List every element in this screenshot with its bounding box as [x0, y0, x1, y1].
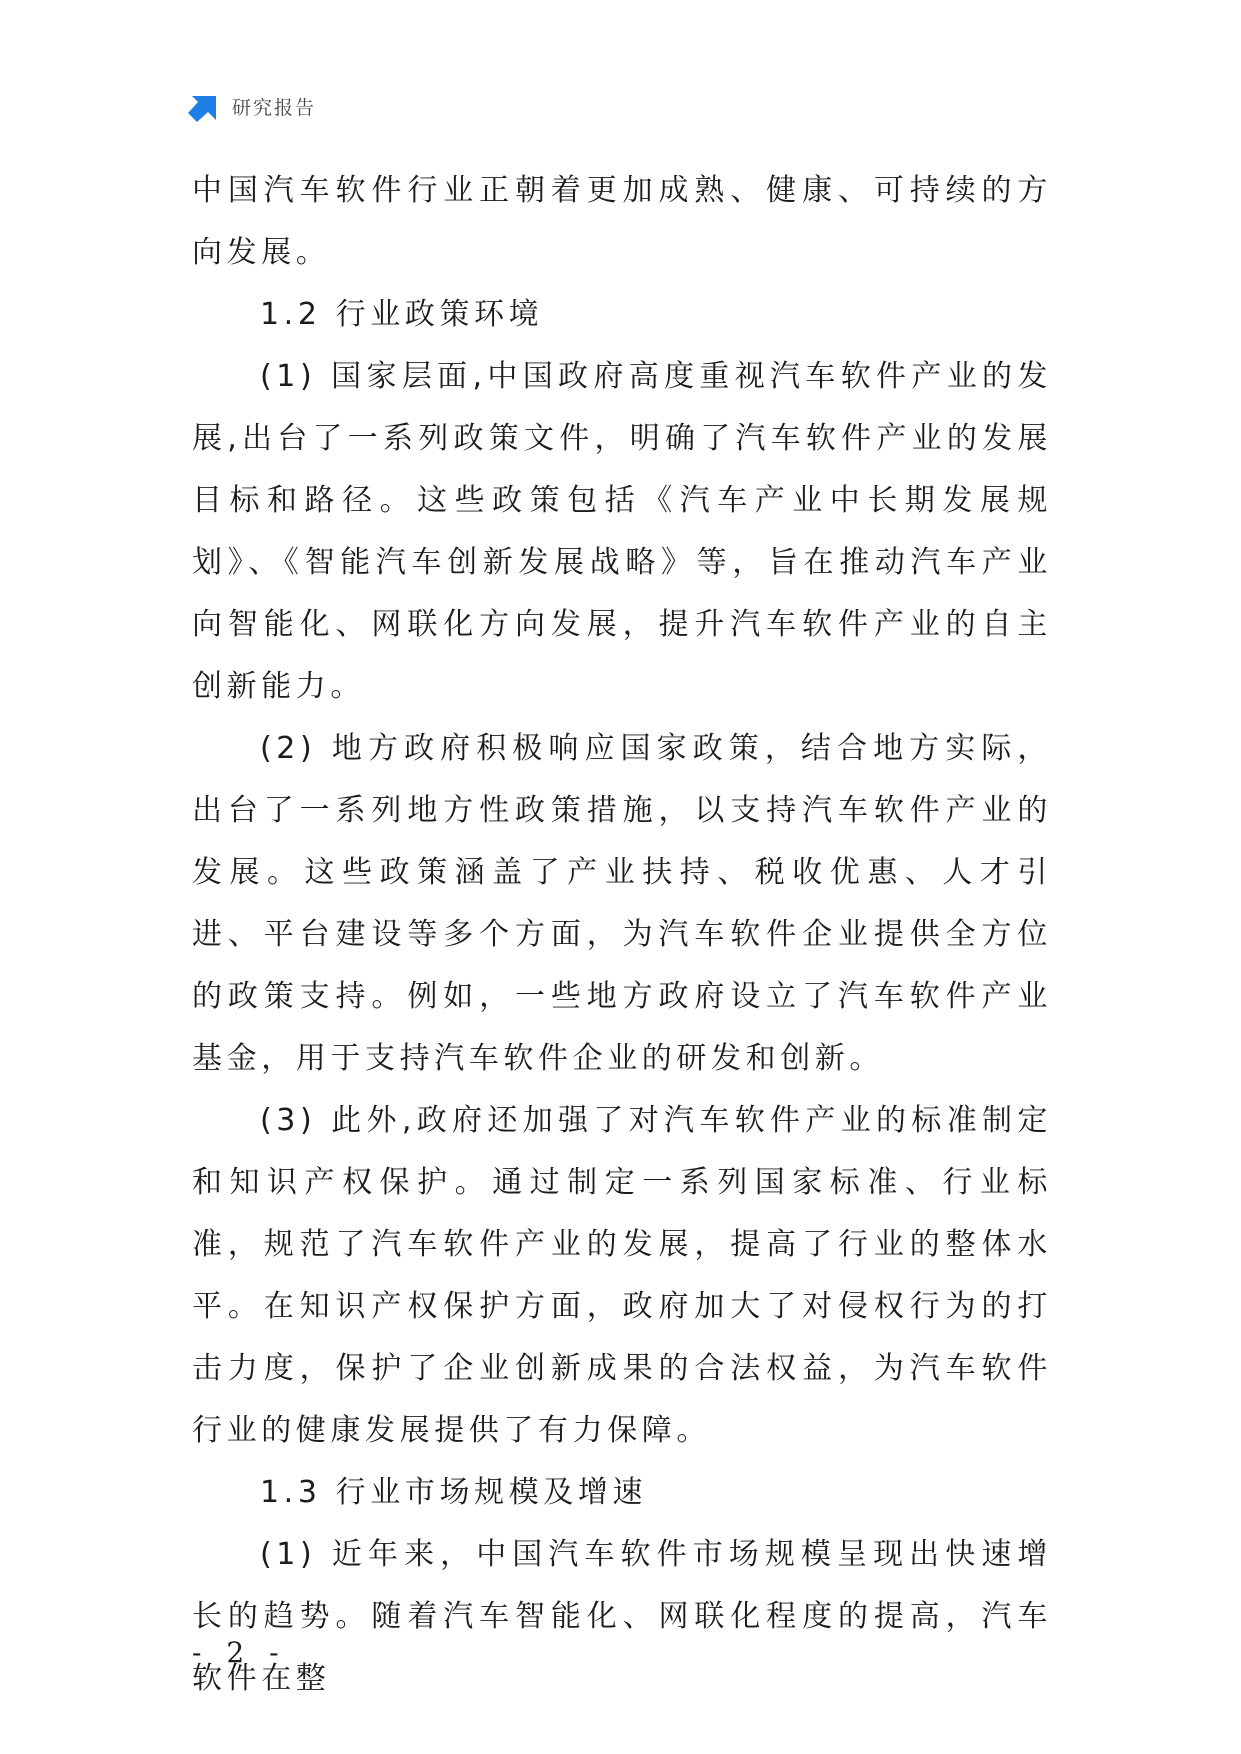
paragraph-standards-ip: (3) 此外,政府还加强了对汽车软件产业的标准制定和知识产权保护。通过制定一系列国家标准、行业标准，规范了汽车软件产业的发展，提高了行业的整体水平。在知识产权保护方面，政府加大了对侵权行为的打击力度，保护了企业创新成果的合法权益，为汽车软件行业的健康发展提供了有力保障。 — [192, 1103, 1052, 1448]
section-heading-1-3: 1.3 行业市场规模及增速 — [260, 1475, 648, 1510]
header-label: 研究报告 — [232, 96, 317, 119]
page-header — [188, 88, 316, 124]
paragraph-local-policy: (2) 地方政府积极响应国家政策，结合地方实际，出台了一系列地方性政策措施，以支持汽车软件产业的发展。这些政策涵盖了产业扶持、税收优惠、人才引进、平台建设等多个方面，为汽车软件企业提供全方位的政策支持。例如，一些地方政府设立了汽车软件产业基金，用于支持汽车软件企业的研发和创新。 — [192, 731, 1052, 1076]
arrow-up-right-icon — [188, 90, 220, 122]
section-heading-1-2: 1.2 行业政策环境 — [260, 297, 544, 332]
paragraph-continuation: 中国汽车软件行业正朝着更加成熟、健康、可持续的方向发展。 — [192, 173, 1052, 270]
document-body — [192, 160, 1052, 1710]
page-number: - 2 - — [192, 1636, 287, 1669]
paragraph-market-size: (1) 近年来，中国汽车软件市场规模呈现出快速增长的趋势。随着汽车智能化、网联化程度的提高，汽车软件在整 — [192, 1537, 1052, 1696]
paragraph-national-policy: (1) 国家层面,中国政府高度重视汽车软件产业的发展,出台了一系列政策文件，明确了汽车软件产业的发展目标和路径。这些政策包括《汽车产业中长期发展规划》、《智能汽车创新发展战略》等，旨在推动汽车产业向智能化、网联化方向发展，提升汽车软件产业的自主创新能力。 — [192, 359, 1052, 704]
